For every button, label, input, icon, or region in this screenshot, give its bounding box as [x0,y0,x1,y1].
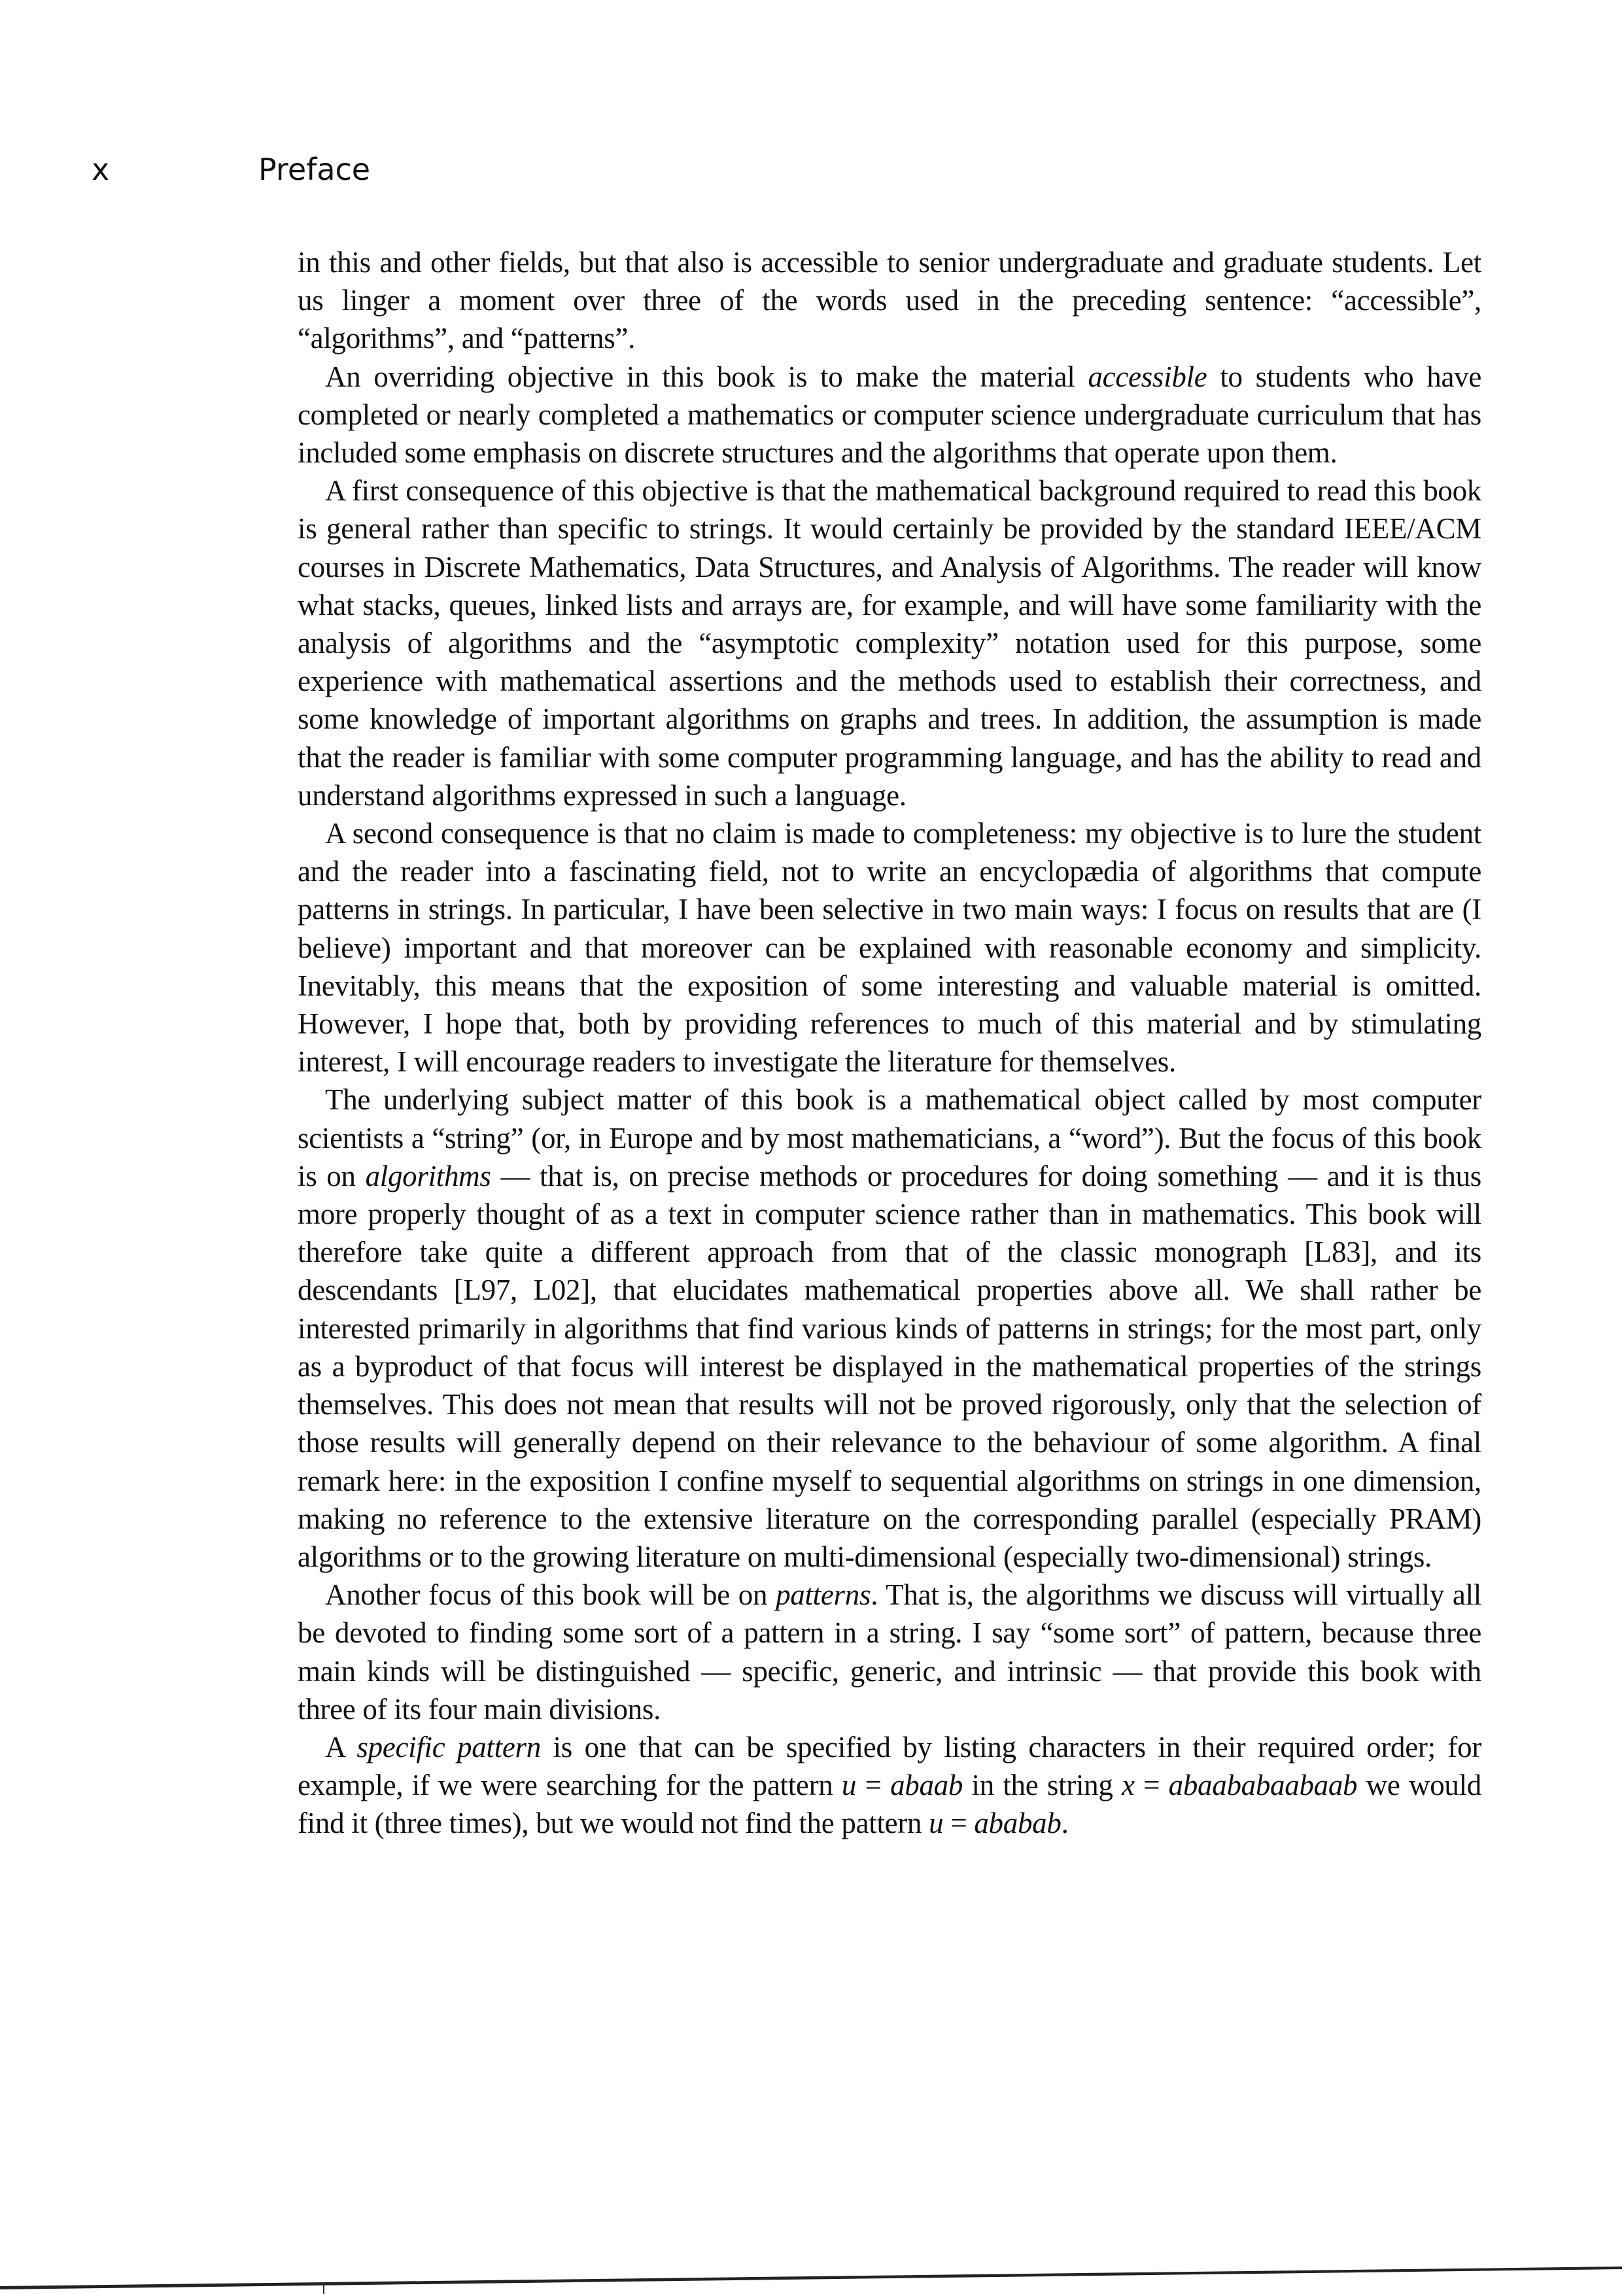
emphasis-text: specific pattern [356,1730,541,1764]
emphasis-text: patterns [776,1578,871,1612]
emphasis-text: abaab [890,1769,963,1802]
emphasis-text: x [1122,1769,1135,1802]
emphasis-text: ababab [974,1807,1062,1840]
text-run: in this and other fields, but that also is accessible to senior undergraduate and graduate students. Let us linger a moment over three of the words used in the preceding sentence: “accessible”, “algorithms”, and “patterns”. [298,246,1481,355]
emphasis-text: abaababaabaab [1168,1769,1358,1802]
text-run: to students who have completed or nearly completed a mathematics or computer science undergraduate curriculum that has included some emphasis on discrete structures and the algorithms that operate upon them. [298,360,1481,470]
emphasis-text: accessible [1088,360,1207,393]
text-run: Another focus of this book will be on [325,1578,776,1612]
text-run: is one that can be specified by listing characters in their required order; for example, if we were searching for the pattern [298,1730,1482,1802]
text-run: we would find it (three times), but we would not find the pattern [298,1769,1482,1840]
paragraph [298,1081,1481,1576]
section-title: Preface [258,152,371,187]
text-run: . That is, the algorithms we discuss will virtually all be devoted to finding some sort of a pattern in a string. I say “some sort” of pattern, because three main kinds will be distinguished — specific, generic, and intrinsic — that provide this book with three of its four main divisions. [298,1578,1481,1726]
text-run: The underlying subject matter of this book is a mathematical object called by most computer scientists a “string” (or, in Europe and by most mathematicians, a “word”). But the focus of this book is on [298,1083,1481,1192]
text-run: An overriding objective in this book is to make the material [325,360,1088,393]
emphasis-text: u [929,1807,944,1840]
paragraph [298,814,1481,1081]
body-text [298,243,1481,1843]
text-run: A second consequence is that no claim is made to completeness: my objective is to lure the student and the reader into a fascinating field, not to write an encyclopædia of algorithms that compute patterns in strings. In particular, I have been selective in two main ways: I focus on results that are (I believe) important and that moreover can be explained with reasonable economy and simplicity. Inevitably, this means that the exposition of some interesting and valuable material is omitted. However, I hope that, both by providing references to much of this material and by stimulating interest, I will encourage readers to investigate the literature for themselves. [298,817,1481,1079]
text-run: A first consequence of this objective is that the mathematical background required to read this book is general rather than specific to strings. It would certainly be provided by the standard IEEE/ACM courses in Discrete Mathematics, Data Structures, and Analysis of Algorithms. The reader will know what stacks, queues, linked lists and arrays are, for example, and will have some familiarity with the analysis of algorithms and the “asymptotic complexity” notation used for this purpose, some experience with mathematical assertions and the methods used to establish their correctness, and some knowledge of important algorithms on graphs and trees. In addition, the assumption is made that the reader is familiar with some computer programming language, and has the ability to read and understand algorithms expressed in such a language. [298,474,1481,812]
text-run: = [856,1769,891,1802]
paragraph [298,243,1481,358]
page-number: x [92,152,110,187]
running-head [0,152,1624,198]
text-run: in the string [963,1769,1122,1802]
text-run: — that is, on precise methods or procedures for doing something — and it is thus more properly thought of as a text in computer science rather than in mathematics. This book will therefore take quite a different approach from that of the classic monograph [L83], and its descendants [L97, L02], that elucidates mathematical properties above all. We shall rather be interested primarily in algorithms that find various kinds of patterns in strings; for the most part, only as a byproduct of that focus will interest be displayed in the mathematical properties of the strings themselves. This does not mean that results will not be proved rigorously, only that the selection of those results will generally depend on their relevance to the behaviour of some algorithm. A final remark here: in the exposition I confine myself to sequential algorithms on strings in one dimension, making no reference to the extensive literature on the corresponding parallel (especially PRAM) algorithms or to the growing literature on multi-dimensional (especially two-dimensional) strings. [298,1159,1482,1573]
paragraph [298,358,1481,472]
paragraph [298,472,1481,814]
scan-edge-line [0,2229,1624,2294]
emphasis-text: u [841,1769,857,1802]
paragraph [298,1576,1481,1728]
text-run: = [943,1807,975,1840]
paragraph [298,1728,1481,1843]
text-run: A [325,1730,357,1764]
text-run: = [1134,1769,1169,1802]
text-run: . [1061,1807,1069,1840]
emphasis-text: algorithms [365,1159,491,1192]
